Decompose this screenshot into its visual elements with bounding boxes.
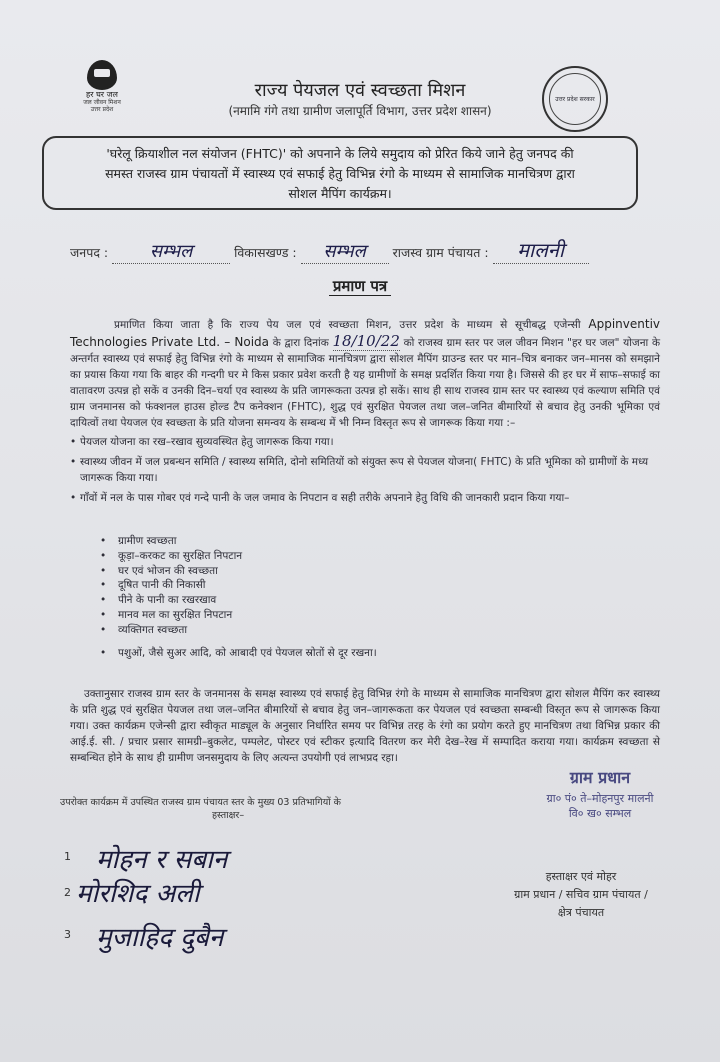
participant-signatures (62, 845, 362, 978)
stamp-title: ग्राम प्रधान (569, 768, 631, 787)
emblem-text: उत्तर प्रदेश सरकार (549, 73, 601, 125)
kshetra-panchayat-label: क्षेत्र पंचायत (557, 906, 605, 919)
participants-intro-line-2: हस्ताक्षर– (212, 810, 245, 821)
topic-item: • व्यक्तिगत स्वच्छता (96, 623, 416, 638)
topic-item: • दूषित पानी की निकासी (96, 578, 416, 593)
bullet-item: • गाँवों में नल के पास गोबर एवं गन्दे पानी के जल जमाव के निपटान व सही तरीके अपनाने हेतु विधि की जानकारी प्रदान किया गया– (70, 490, 660, 506)
logo-text-1: हर घर जल (86, 90, 118, 99)
program-line-2: समस्त राजस्व ग्राम पंचायतों में स्वास्थ्य एवं सफाई हेतु विभिन्न रंगो के माध्यम से सामाजिक मानचित्रण द्वारा (105, 166, 575, 181)
signature-seal-label: हस्ताक्षर एवं मोहर (545, 870, 617, 883)
participants-intro-line-1: उपरोक्त कार्यक्रम में उपस्थित राजस्व ग्राम पंचायत स्तर के मुख्य 03 प्रतिभागियों के (60, 797, 341, 808)
program-line-1: 'घरेलू क्रियाशील नल संयोजन (FHTC)' को अपनाने के लिये समुदाय को प्रेरित किये जाने हेतु जनपद की (106, 146, 574, 161)
up-government-emblem (542, 66, 608, 132)
topic-item: • पीने के पानी का रखरखाव (96, 593, 416, 608)
logo-text-3: उत्तर प्रदेश (90, 106, 114, 113)
topic-item: • मानव मल का सुरक्षित निपटान (96, 608, 416, 623)
para1-body: को राजस्व ग्राम स्तर पर जल जीवन मिशन "हर घर जल" योजना के अन्तर्गत स्वास्थ्य एवं सफाई हेतु विभिन्न रंगो के माध्यम से सामाजिक मानचित्रण द्वारा सोशल मैपिंग ग्राउन्ड स्तर पर मान–चित्र बनाकर जन–मानस को समझाने का प्रयास किया गया कि बाहर की गन्दगी घर मे किस प्रकार प्रवेश करती है यह ग्रामीणों के समक्ष प्रदर्शित किया गया है। जिससे की हर घर में साफ–सफाई का वातावरण उत्पन्न हो सकें व उनकी दिन–चर्या एव स्वास्थ्य के प्रति जागरूकता उत्पन्न हो सकें। साथ ही साथ राजस्व ग्राम स्तर पर स्वास्थ्य एवं कल्याण समिति एवं ग्राम जनमानस को फंक्शनल हाउस होल्ड टैप कनेक्शन (FHTC), शुद्ध एवं सुरक्षित पेयजल तथा जल–जनित बीमारियों से बचाव हेतु उनकी भूमिका एवं दायित्वों तथा पेयजल एंव स्वच्छता के प्रति योजना समन्वय के सम्बन्ध में भी निम्न विस्तृत रूप से जागरूक किया गया :– (70, 337, 661, 429)
pradhan-stamp (500, 770, 700, 821)
district-value: सम्भल (112, 239, 230, 264)
bullet-list (70, 434, 660, 506)
bullet-item: • पेयजल योजना का रख–रखाव सुव्यवस्थित हेतु जागरूक किया गया। (70, 434, 660, 450)
gp-value: मालनी (493, 236, 589, 264)
paragraph-2: उक्तानुसार राजस्व ग्राम स्तर के जनमानस के समक्ष स्वास्थ्य एवं सफाई हेतु विभिन्न रंगो के माध्यम से सामाजिक मानचित्रण द्वारा सोशल मैपिंग कर स्वास्थ्य के प्रति शुद्ध एवं सुरक्षित पेयजल तथा जल–जनित बीमारियों से बचाव हेतु जन–जागरूकता कर पेयजल एवं स्वच्छता सम्बन्धी विस्तृत रूप से जागरूक किया गया। उक्त कार्यक्रम एजेन्सी द्वारा स्वीकृत माड्यूल के अनुसार निर्धारित समय पर विभिन्न तरह के रंगो का प्रयोग करते हुए मानचित्रण तथा विभिन्न प्रकार की आई.ई. सी. / प्रचार प्रसार सामग्री–बुकलेट, पम्पलेट, पोस्टर एवं स्टीकर इत्यादि वितरण कर मेरी देख–रेख में सम्पादित कराया गया। कार्यक्रम स्वच्छता से सम्बन्धित होने के साथ ही ग्रामीण जनसमुदाय के लिए अत्यन्त उपयोगी एवं लाभप्रद रहा। (70, 688, 660, 764)
participants-intro (60, 796, 440, 822)
program-line-3: सोशल मैपिंग कार्यक्रम। (288, 186, 392, 201)
location-fields (70, 236, 680, 264)
stamp-line-2: ग्रा० पं० ते–मोहनपुर मालनी (546, 792, 654, 805)
para1-intro: प्रमाणित किया जाता है कि राज्य पेय जल एवं स्वच्छता मिशन, उत्तर प्रदेश के माध्यम से सूचीबद्ध एजेन्सी (114, 319, 581, 331)
gp-label: राजस्व ग्राम पंचायत : (392, 245, 489, 260)
hygiene-topic-list (96, 534, 416, 660)
participant-signature-2: मोरशिद अली (76, 879, 200, 909)
topic-item: • घर एवं भोजन की स्वच्छता (96, 564, 416, 579)
pradhan-signature-block (476, 868, 686, 922)
signature-number: 3 (64, 928, 71, 941)
district-label: जनपद : (70, 245, 109, 260)
org-subtitle: (नमामि गंगे तथा ग्रामीण जलापूर्ति विभाग, उत्तर प्रदेश शासन) (228, 104, 492, 118)
org-title: राज्य पेयजल एवं स्वच्छता मिशन (254, 80, 466, 101)
signature-number: 2 (64, 886, 71, 899)
program-title-box (42, 136, 638, 210)
stamp-line-3: वि० ख० सम्भल (568, 807, 632, 820)
block-label: विकासखण्ड : (234, 245, 297, 260)
topic-item: • कूड़ा–करकट का सुरक्षित निपटान (96, 549, 416, 564)
signature-number: 1 (64, 850, 71, 863)
certificate-heading: प्रमाण पत्र (0, 276, 720, 296)
participant-signature-3: मुजाहिद दुबैन (96, 923, 224, 953)
participant-signature-1: मोहन र सबान (96, 845, 228, 875)
pradhan-secretary-label: ग्राम प्रधान / सचिव ग्राम पंचायत / (514, 888, 648, 901)
program-date: 18/10/22 (332, 332, 400, 350)
topic-item: • पशुओं, जैसे सुअर आदि, को आबादी एवं पेयजल स्रोतों से दूर रखना। (96, 646, 416, 661)
topic-item: • ग्रामीण स्वच्छता (96, 534, 416, 549)
paragraph-1 (70, 316, 660, 431)
agency-name: Appinventiv Technologies Private Ltd. – Noida (70, 317, 661, 349)
bullet-item: • स्वास्थ्य जीवन में जल प्रबन्धन समिति / स्वास्थ्य समिति, दोनो समितियों को संयुक्त रूप से पेयजल योजना( FHTC) के प्रति भूमिका को ग्रामीणों के मध्य जागरूक किया गया। (70, 454, 660, 486)
block-value: सम्भल (301, 239, 389, 264)
para1-date-label: के द्वारा दिनांक (272, 337, 329, 349)
logo-text-2: जल जीवन मिशन (83, 99, 121, 106)
